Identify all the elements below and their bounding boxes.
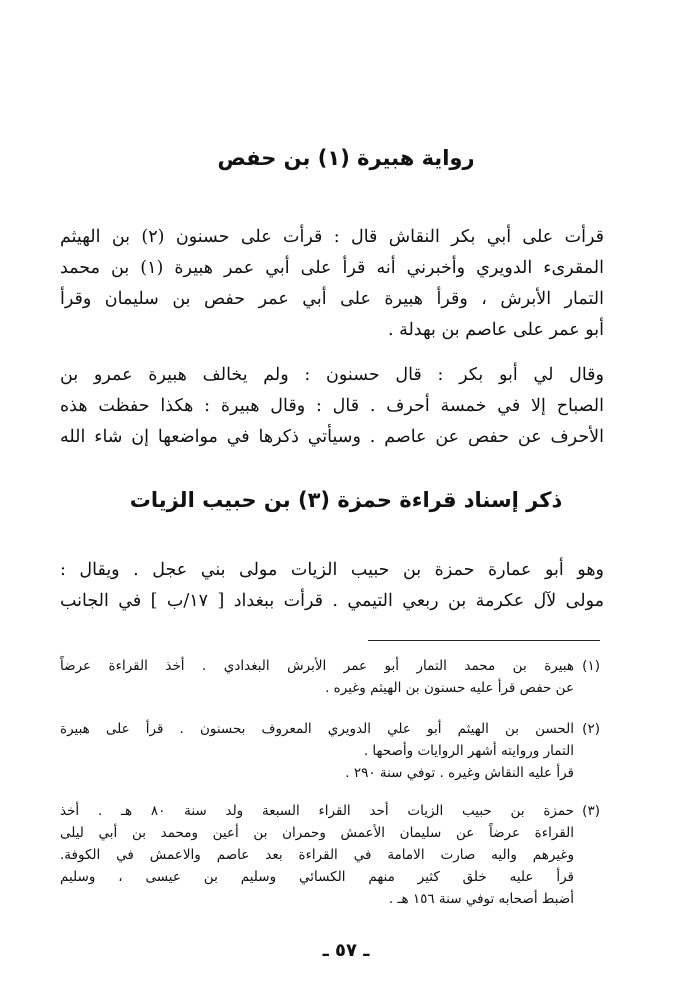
page-number: ـ ٥٧ ـ bbox=[322, 940, 370, 961]
footnote-number: (١) bbox=[582, 658, 600, 674]
footnote-line: وغيرهم واليه صارت الامامة في القراءة بعد عاصم والاعمش في الكوفة. bbox=[60, 847, 574, 863]
footnote-line: هبيرة بن محمد التمار أبو عمر الأبرش البغدادي . أخذ القراءة عرضاً bbox=[60, 658, 574, 674]
text-line: الصباح إلا في خمسة أحرف . قال : وقال هبيرة : هكذا حفظت هذه bbox=[60, 396, 604, 416]
text-line: التمار الأبرش ، وقرأ هبيرة على أبي عمر حفص بن سليمان وقرأ bbox=[60, 289, 604, 309]
footnote-number: (٢) bbox=[582, 721, 600, 737]
footnote-2 bbox=[60, 718, 574, 784]
text-line: المقرىء الدويري وأخبرني أنه قرأ على أبي عمر هبيرة (١) بن محمد bbox=[60, 258, 604, 278]
footnote-line: عن حفص قرأ عليه حسنون بن الهيثم وغيره . bbox=[325, 680, 574, 696]
footnote-line: قرأ عليه النقاش وغيره . توفي سنة ٢٩٠ . bbox=[345, 765, 574, 781]
footnote-separator bbox=[368, 640, 600, 641]
text-line: قرأت على أبي بكر النقاش قال : قرأت على حسنون (٢) بن الهيثم bbox=[60, 227, 604, 247]
paragraph-hamza-intro bbox=[60, 555, 604, 617]
text-line: الأحرف عن حفص عن عاصم . وسيأتي ذكرها في مواضعها إن شاء الله bbox=[60, 427, 604, 447]
paragraph-hasnun-note bbox=[60, 360, 604, 453]
footnote-line: قرأ عليه خلق كثير منهم الكسائي وسليم بن عيسى ، وسليم bbox=[60, 869, 574, 885]
text-line: أبو عمر على عاصم بن بهدلة . bbox=[387, 320, 604, 340]
footnote-3 bbox=[60, 800, 574, 910]
paragraph-isnad-hubayra bbox=[60, 222, 604, 346]
footnote-line: حمزة بن حبيب الزيات أحد القراء السبعة ولد سنة ٨٠ هـ . أخذ bbox=[60, 803, 574, 819]
footnote-line: أضبط أصحابه توفي سنة ١٥٦ هـ . bbox=[388, 891, 574, 907]
footnote-line: التمار وروايته أشهر الروايات وأصحها . bbox=[363, 743, 574, 759]
text-line: وهو أبو عمارة حمزة بن حبيب الزيات مولى بني عجل . ويقال : bbox=[60, 560, 604, 580]
section-title-hubayra: رواية هبيرة (١) بن حفص bbox=[217, 146, 475, 170]
footnote-line: الحسن بن الهيثم أبو علي الدويري المعروف بحسنون . قرأ على هبيرة bbox=[60, 721, 574, 737]
footnote-number: (٣) bbox=[582, 803, 600, 819]
footnote-line: القراءة عرضاً عن سليمان الأعمش وحمران بن أعين ومحمد بن أبي ليلى bbox=[60, 825, 574, 841]
text-line: وقال لي أبو بكر : قال حسنون : ولم يخالف هبيرة عمرو بن bbox=[60, 365, 604, 385]
text-line: مولى لآل عكرمة بن ربعي التيمي . قرأت ببغداد [ ١٧/ب ] في الجانب bbox=[60, 591, 604, 611]
section-title-hamza: ذكر إسناد قراءة حمزة (٣) بن حبيب الزيات bbox=[129, 488, 563, 512]
footnote-1 bbox=[60, 655, 574, 699]
